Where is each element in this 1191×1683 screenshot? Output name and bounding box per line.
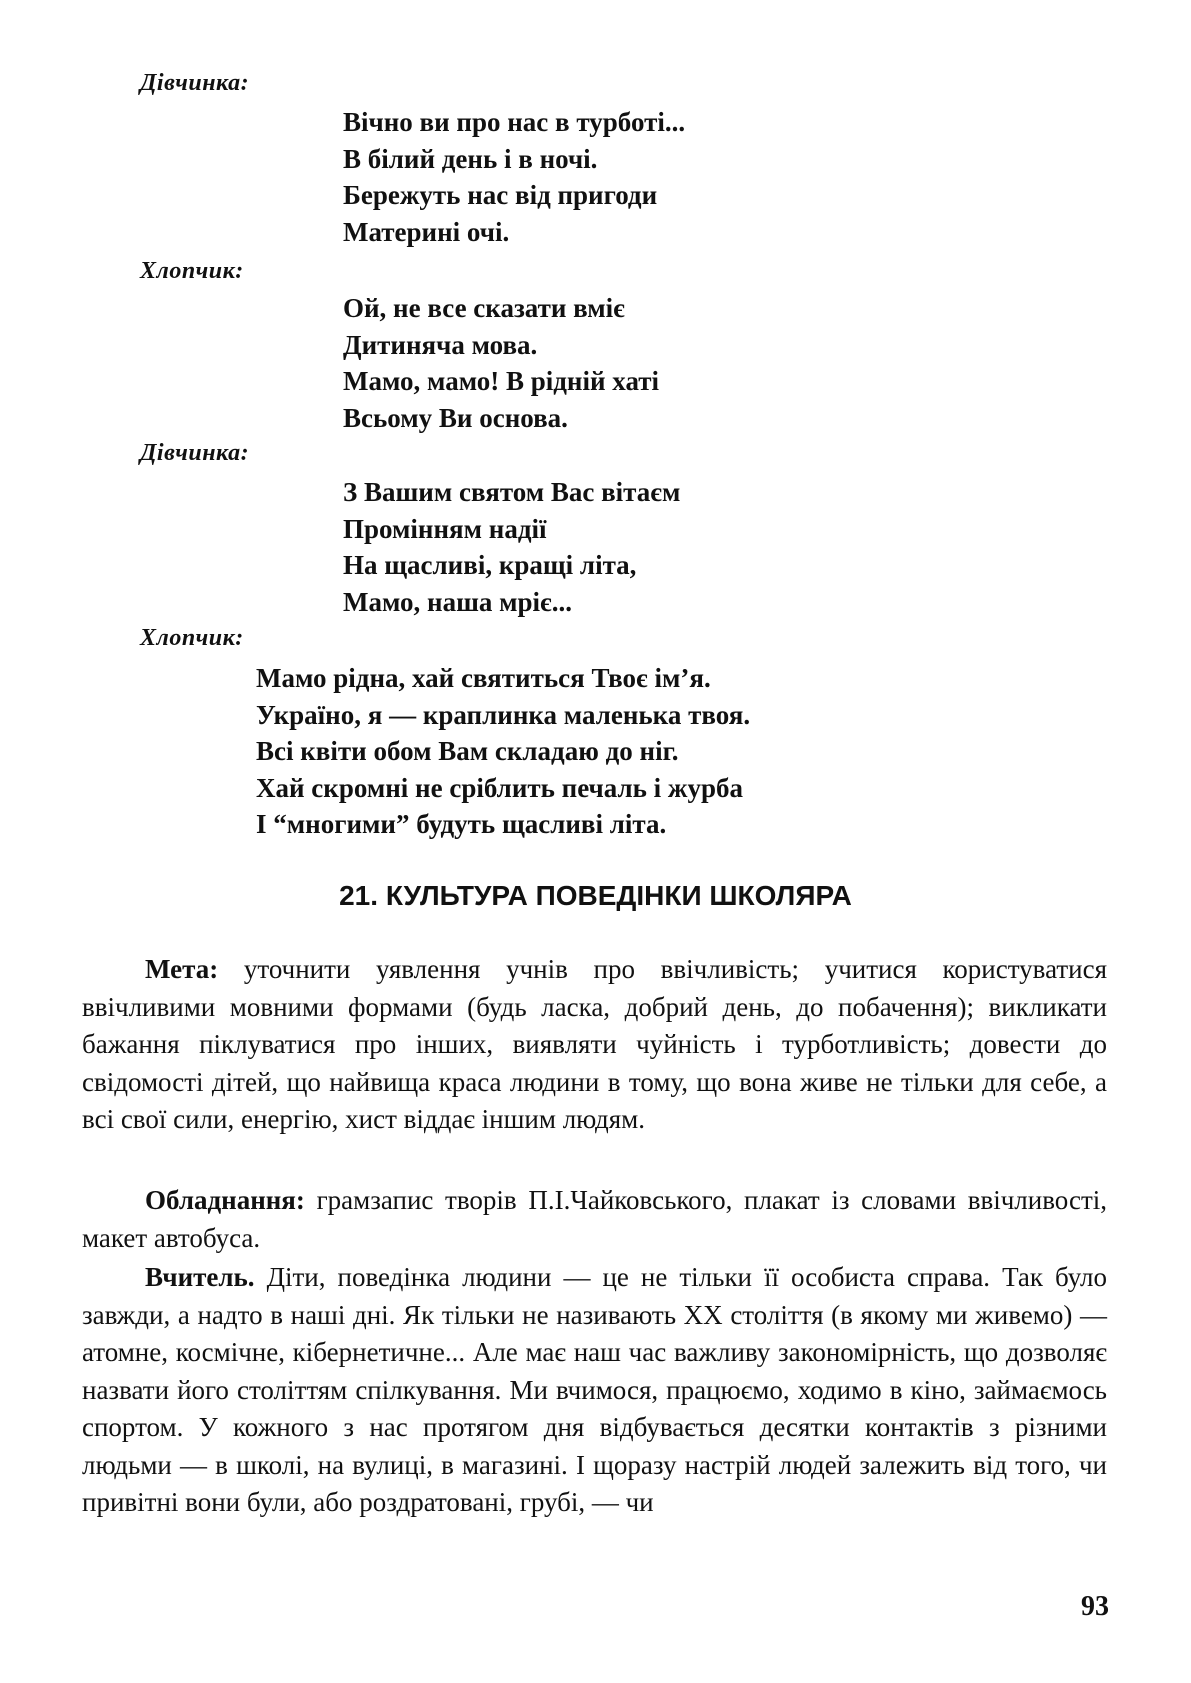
paragraph-teacher: [82, 1259, 1107, 1522]
verse-line: Материні очі.: [343, 216, 510, 247]
speaker-label-girl: Дівчинка:: [140, 440, 250, 466]
verse-line: Ой, не все сказати вміє: [343, 293, 625, 323]
verse-line: На щасливі, кращі літа,: [343, 550, 637, 580]
paragraph-lead: Мета:: [145, 954, 219, 984]
verse-line: І “многими” будуть щасливі літа.: [256, 809, 667, 839]
verse-line: Дитиняча мова.: [343, 329, 538, 360]
verse-line: Мамо рідна, хай святиться Твоє ім’я.: [256, 663, 711, 693]
verse-line: Бережуть нас від пригоди: [343, 180, 658, 210]
verse-line: Всьому Ви основа.: [343, 402, 568, 433]
verse-line: Мамо, мамо! В рідній хаті: [343, 366, 660, 396]
verse-line: З Вашим святом Вас вітаєм: [343, 477, 681, 507]
verse-line: Всі квіти обом Вам складаю до ніг.: [256, 736, 679, 766]
paragraph-goal: [82, 951, 1107, 1139]
verse-line: В білий день і в ночі.: [343, 143, 598, 174]
verse-stanza-2: [343, 290, 659, 436]
paragraph-text: уточнити уявлення учнів про ввічливість; учитися користуватися ввічливими мовними формами (будь ласка, добрий день, до побачення); викликати бажання піклуватися про інших, виявляти чуйність і турботливість; довести до свідомості дітей, що найвища краса людини в тому, що вона живе не тільки для себе, а всі свої сили, енергію, хист віддає іншим людям.: [82, 954, 1107, 1134]
paragraph-equipment: [82, 1182, 1107, 1257]
paragraph-lead: Вчитель.: [145, 1262, 255, 1292]
speaker-label-boy: Хлопчик:: [140, 258, 244, 284]
verse-line: Україно, я — краплинка маленька твоя.: [256, 699, 751, 730]
verse-stanza-3: [343, 474, 680, 620]
verse-line: Вічно ви про нас в турботі...: [343, 107, 686, 137]
page-number: 93: [1081, 1591, 1109, 1622]
verse-stanza-1: [343, 104, 685, 250]
verse-stanza-4: [256, 660, 750, 843]
section-heading: 21. КУЛЬТУРА ПОВЕДІНКИ ШКОЛЯРА: [339, 880, 852, 911]
verse-line: Мамо, наша мріє...: [343, 586, 572, 617]
speaker-label-boy: Хлопчик:: [140, 625, 244, 651]
speaker-label-girl: Дівчинка:: [140, 70, 250, 96]
verse-line: Промінням надії: [343, 513, 547, 544]
paragraph-text: Діти, поведінка людини — це не тільки її особиста справа. Так було завжди, а надто в наші дні. Як тільки не називають XX століття (в якому ми живемо) — атомне, космічне, кібернетичне... Але має наш час важливу закономірність, що дозволяє назвати його століттям спілкування. Ми вчимося, працюємо, ходимо в кіно, займаємось спортом. У кожного з нас протягом дня відбувається десятки контактів з різними людьми — в школі, на вулиці, в магазині. І щоразу настрій людей залежить від того, чи привітні вони були, або роздратовані, грубі, — чи: [82, 1262, 1107, 1517]
paragraph-lead: Обладнання:: [145, 1185, 305, 1215]
paragraph-text: грамзапис творів П.І.Чайковського, плакат із словами ввічливості, макет автобуса.: [82, 1185, 1107, 1253]
verse-line: Хай скромні не сріблить печаль і журба: [256, 772, 744, 803]
